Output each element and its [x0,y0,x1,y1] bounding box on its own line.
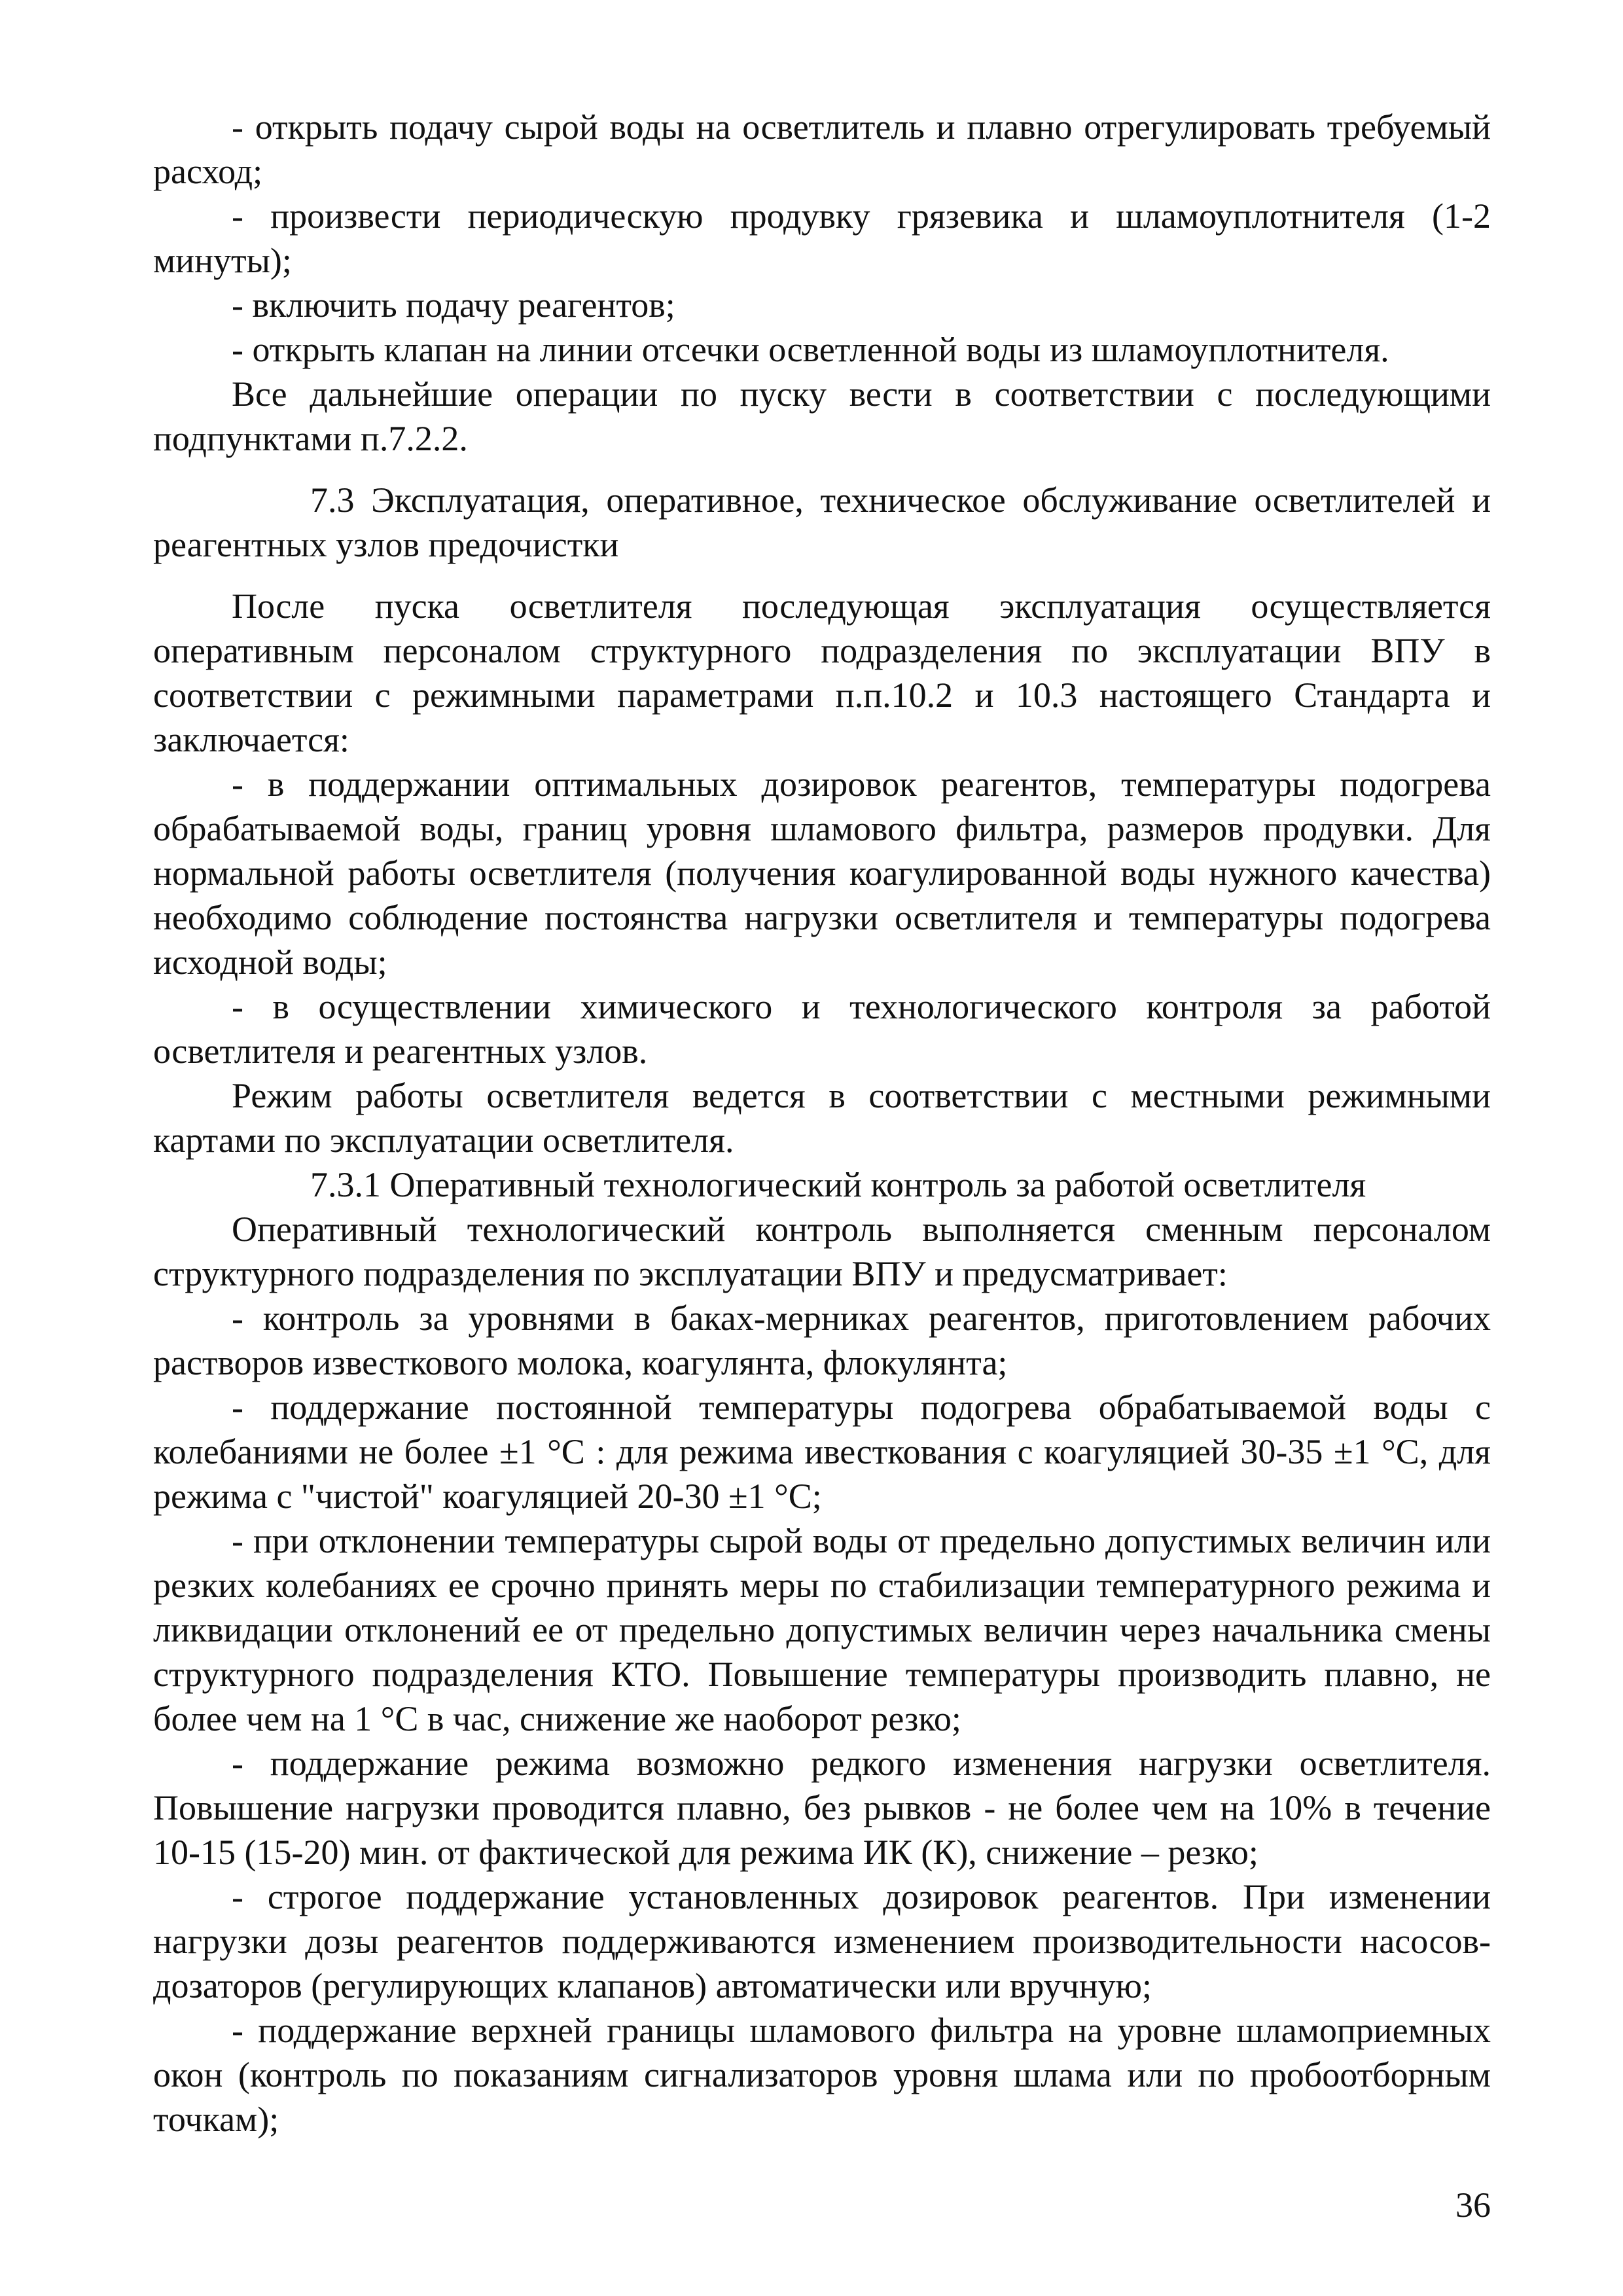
paragraph: - включить подачу реагентов; [232,285,675,325]
paragraph: Все дальнейшие операции по пуску вести в соответствии с последующими подпунктами п.7.2.2. [153,374,1491,458]
section-number: 7.3 [310,480,355,520]
section-heading [153,478,1491,567]
subsection-title: Оперативный технологический контроль за работой осветлителя [389,1165,1366,1204]
paragraph: Режим работы осветлителя ведется в соответствии с местными режимными картами по эксплуатации осветлителя. [153,1076,1491,1160]
section-title: Эксплуатация, оперативное, техническое обслуживание осветлителей и реагентных узлов предочистки [153,480,1491,564]
subsection-number: 7.3.1 [310,1165,381,1204]
list-item: - при отклонении температуры сырой воды от предельно допустимых величин или резких колебаниях ее срочно принять меры по стабилизации температурного режима и ликвидации отклонений ее от предельно допустимых величин через начальника смены структурного подразделения КТО. Повышение температуры производить плавно, не более чем на 1 °С в час, снижение же наоборот резко; [153,1521,1491,1738]
paragraph: - в осуществлении химического и технологического контроля за работой осветлителя и реагентных узлов. [153,987,1491,1071]
list-item: - контроль за уровнями в баках-мерниках реагентов, приготовлением рабочих растворов известкового молока, коагулянта, флокулянта; [153,1299,1491,1382]
paragraph: - открыть клапан на линии отсечки осветленной воды из шламоуплотнителя. [232,330,1389,369]
paragraph: - произвести периодическую продувку грязевика и шламоуплотнителя (1-2 минуты); [153,196,1491,280]
paragraph: - в поддержании оптимальных дозировок реагентов, температуры подогрева обрабатываемой воды, границ уровня шламового фильтра, размеров продувки. Для нормальной работы осветлителя (получения коагулированной воды нужного качества) необходимо соблюдение постоянства нагрузки осветлителя и температуры подогрева исходной воды; [153,764,1491,982]
paragraph: После пуска осветлителя последующая эксплуатация осуществляется оперативным персоналом структурного подразделения по эксплуатации ВПУ в соответствии с режимными параметрами п.п.10.2 и 10.3 настоящего Стандарта и заключается: [153,586,1491,759]
list-item: - поддержание режима возможно редкого изменения нагрузки осветлителя. Повышение нагрузки проводится плавно, без рывков - не более чем на 10% в течение 10-15 (15-20) мин. от фактической для режима ИК (К), снижение – резко; [153,1744,1491,1872]
subsection-heading [153,1162,1491,1207]
paragraph: Оперативный технологический контроль выполняется сменным персоналом структурного подразделения по эксплуатации ВПУ и предусматривает: [153,1210,1491,1293]
list-item: - поддержание верхней границы шламового фильтра на уровне шламоприемных окон (контроль по показаниям сигнализаторов уровня шлама или по пробоотборным точкам); [153,2011,1491,2139]
list-item: - строгое поддержание установленных дозировок реагентов. При изменении нагрузки дозы реагентов поддерживаются изменением производительности насосов-дозаторов (регулирующих клапанов) автоматически или вручную; [153,1877,1491,2005]
document-page [153,105,1491,2142]
page-number: 36 [1455,2185,1491,2225]
paragraph: - открыть подачу сырой воды на осветлитель и плавно отрегулировать требуемый расход; [153,107,1491,191]
list-item: - поддержание постоянной температуры подогрева обрабатываемой воды с колебаниями не более ±1 °С : для режима ивесткования с коагуляцией 30-35 ±1 °С, для режима с "чистой" коагуляцией 20-30 ±1 °С; [153,1388,1491,1516]
